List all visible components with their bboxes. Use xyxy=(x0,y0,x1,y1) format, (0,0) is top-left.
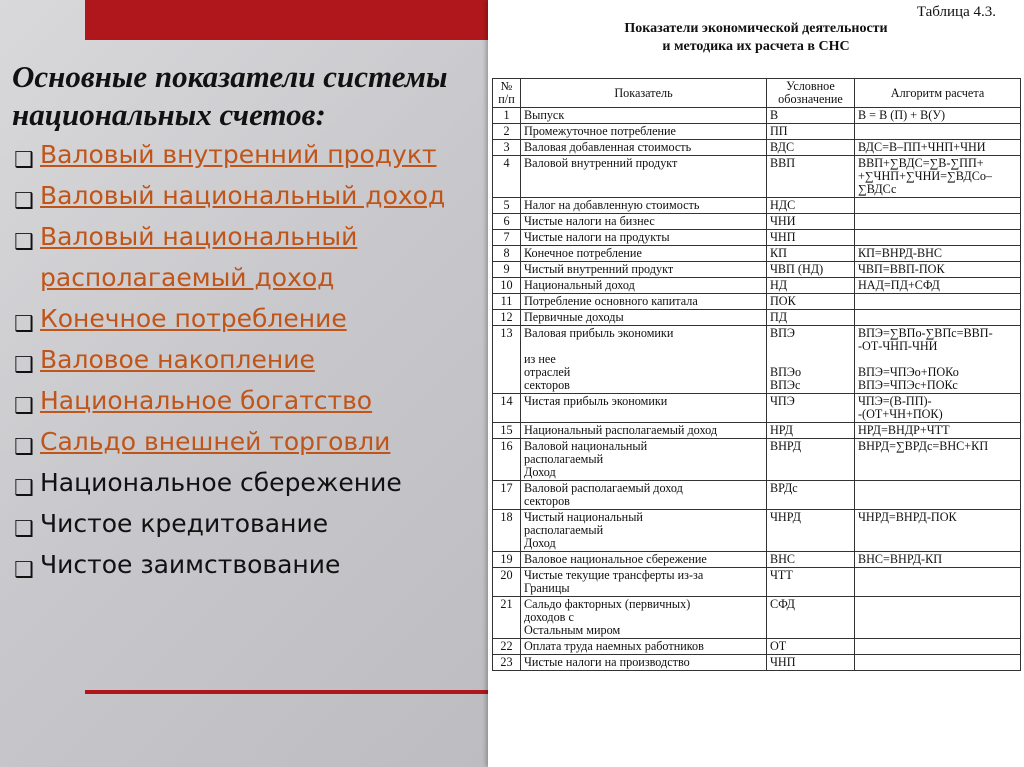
table-cell: Первичные доходы xyxy=(521,310,767,326)
table-cell: Чистые текущие трансферты из-за Границы xyxy=(521,568,767,597)
table-cell xyxy=(855,310,1021,326)
table-cell: ВНРД xyxy=(767,439,855,481)
column-header: Алгоритм расчета xyxy=(855,79,1021,108)
indicator-text: Чистое кредитование xyxy=(40,509,329,538)
table-cell: ВРДс xyxy=(767,481,855,510)
table-cell: Чистые налоги на производство xyxy=(521,655,767,671)
table-cell: ВДС=В–ПП+ЧНП+ЧНИ xyxy=(855,140,1021,156)
table-cell: Сальдо факторных (первичных) доходов с Остальным миром xyxy=(521,597,767,639)
table-cell: ВВП xyxy=(767,156,855,198)
slide-title: Основные показатели системы национальных счетов: xyxy=(12,59,448,132)
table-cell: Потребление основного капитала xyxy=(521,294,767,310)
table-cell xyxy=(855,230,1021,246)
indicator-link[interactable]: Конечное потребление xyxy=(40,304,347,333)
checkbox-bullet-icon: ❑ xyxy=(14,230,34,255)
table-cell: НРД=ВНДР+ЧТТ xyxy=(855,423,1021,439)
table-cell: Валовое национальное сбережение xyxy=(521,552,767,568)
checkbox-bullet-icon: ❑ xyxy=(14,312,34,337)
indicator-item[interactable] xyxy=(12,298,512,339)
table-cell: Валовая добавленная стоимость xyxy=(521,140,767,156)
table-row xyxy=(493,439,1021,481)
table-cell: 16 xyxy=(493,439,521,481)
table-cell: 15 xyxy=(493,423,521,439)
indicator-link[interactable]: Сальдо внешней торговли xyxy=(40,427,391,456)
table-cell: Промежуточное потребление xyxy=(521,124,767,140)
table-cell: Чистый внутренний продукт xyxy=(521,262,767,278)
table-cell xyxy=(855,568,1021,597)
table-row xyxy=(493,568,1021,597)
table-cell: ВПЭ=∑ВПо-∑ВПс=ВВП- -ОТ-ЧНП-ЧНИ ВПЭ=ЧПЭо+ПОКо ВПЭ=ЧПЭс+ПОКс xyxy=(855,326,1021,394)
table-row xyxy=(493,108,1021,124)
table-row xyxy=(493,156,1021,198)
table-row xyxy=(493,310,1021,326)
indicator-link[interactable]: Валовый национальный располагаемый доход xyxy=(40,222,358,292)
table-cell: Валовой внутренний продукт xyxy=(521,156,767,198)
table-cell: В xyxy=(767,108,855,124)
table-cell: В = В (П) + В(У) xyxy=(855,108,1021,124)
checkbox-bullet-icon: ❑ xyxy=(14,189,34,214)
table-cell: КП=ВНРД-ВНС xyxy=(855,246,1021,262)
table-cell: ЧНРД xyxy=(767,510,855,552)
table-cell: ЧНП xyxy=(767,230,855,246)
table-row xyxy=(493,639,1021,655)
table-cell: 1 xyxy=(493,108,521,124)
table-row xyxy=(493,326,1021,394)
table-cell: ВНРД=∑ВРДс=ВНС+КП xyxy=(855,439,1021,481)
table-cell: Чистые налоги на продукты xyxy=(521,230,767,246)
column-header: № п/п xyxy=(493,79,521,108)
table-cell: НД xyxy=(767,278,855,294)
table-cell: 8 xyxy=(493,246,521,262)
table-cell xyxy=(855,198,1021,214)
table-cell: 2 xyxy=(493,124,521,140)
table-row xyxy=(493,294,1021,310)
checkbox-bullet-icon: ❑ xyxy=(14,558,34,583)
table-cell: 22 xyxy=(493,639,521,655)
table-cell: ПОК xyxy=(767,294,855,310)
table-cell xyxy=(855,639,1021,655)
checkbox-bullet-icon: ❑ xyxy=(14,148,34,173)
table-cell xyxy=(855,124,1021,140)
table-row xyxy=(493,510,1021,552)
table-cell xyxy=(855,294,1021,310)
table-cell: ВНС xyxy=(767,552,855,568)
indicator-item[interactable] xyxy=(12,216,512,298)
table-cell: ВНС=ВНРД-КП xyxy=(855,552,1021,568)
table-cell: Выпуск xyxy=(521,108,767,124)
indicator-link[interactable]: Валовое накопление xyxy=(40,345,315,374)
table-row xyxy=(493,394,1021,423)
table-row xyxy=(493,597,1021,639)
table-cell: ВДС xyxy=(767,140,855,156)
table-cell: ВВП+∑ВДС=∑В-∑ПП+ +∑ЧНП+∑ЧНИ=∑ВДСо– ∑ВДСс xyxy=(855,156,1021,198)
table-row xyxy=(493,214,1021,230)
table-cell: 17 xyxy=(493,481,521,510)
table-row xyxy=(493,140,1021,156)
table-cell: 3 xyxy=(493,140,521,156)
table-cell: ЧПЭ=(В-ПП)- -(ОТ+ЧН+ПОК) xyxy=(855,394,1021,423)
table-cell: НАД=ПД+СФД xyxy=(855,278,1021,294)
table-row xyxy=(493,423,1021,439)
table-cell: ВПЭ ВПЭо ВПЭс xyxy=(767,326,855,394)
indicator-list xyxy=(12,134,512,585)
table-cell: ЧВП=ВВП-ПОК xyxy=(855,262,1021,278)
table-cell: 23 xyxy=(493,655,521,671)
table-row xyxy=(493,124,1021,140)
checkbox-bullet-icon: ❑ xyxy=(14,476,34,501)
table-cell: 7 xyxy=(493,230,521,246)
scanned-table-document xyxy=(488,0,1024,767)
table-body xyxy=(493,108,1021,671)
table-cell: НДС xyxy=(767,198,855,214)
table-cell xyxy=(855,655,1021,671)
table-cell xyxy=(855,214,1021,230)
table-row xyxy=(493,278,1021,294)
table-cell: ЧПЭ xyxy=(767,394,855,423)
table-row xyxy=(493,262,1021,278)
table-row xyxy=(493,246,1021,262)
table-row xyxy=(493,481,1021,510)
table-cell: ОТ xyxy=(767,639,855,655)
indicator-text: Чистое заимствование xyxy=(40,550,341,579)
table-cell: Валовая прибыль экономики из нее отраслей секторов xyxy=(521,326,767,394)
indicator-item xyxy=(12,462,512,503)
checkbox-bullet-icon: ❑ xyxy=(14,435,34,460)
table-row xyxy=(493,552,1021,568)
table-cell: ЧНП xyxy=(767,655,855,671)
table-cell: КП xyxy=(767,246,855,262)
table-cell: НРД xyxy=(767,423,855,439)
table-title: Показатели экономической деятельности и методика их расчета в СНС xyxy=(624,21,888,54)
table-cell: 10 xyxy=(493,278,521,294)
table-cell: 13 xyxy=(493,326,521,394)
slide-text-panel xyxy=(12,58,512,585)
column-header: Условное обозначение xyxy=(767,79,855,108)
table-cell: СФД xyxy=(767,597,855,639)
checkbox-bullet-icon: ❑ xyxy=(14,394,34,419)
table-cell xyxy=(855,597,1021,639)
table-cell: Чистые налоги на бизнес xyxy=(521,214,767,230)
table-cell: 4 xyxy=(493,156,521,198)
table-cell: 20 xyxy=(493,568,521,597)
table-cell: Национальный располагаемый доход xyxy=(521,423,767,439)
table-label: Таблица 4.3. xyxy=(916,4,996,20)
table-cell: 18 xyxy=(493,510,521,552)
bottom-accent-line xyxy=(85,690,495,694)
table-cell xyxy=(855,481,1021,510)
table-cell: ЧНИ xyxy=(767,214,855,230)
table-cell: 19 xyxy=(493,552,521,568)
checkbox-bullet-icon: ❑ xyxy=(14,517,34,542)
table-row xyxy=(493,198,1021,214)
indicator-link[interactable]: Национальное богатство xyxy=(40,386,373,415)
table-cell: Национальный доход xyxy=(521,278,767,294)
indicator-item xyxy=(12,503,512,544)
table-cell: 6 xyxy=(493,214,521,230)
indicator-link[interactable]: Валовый внутренний продукт xyxy=(40,140,437,169)
indicator-item xyxy=(12,544,512,585)
indicator-item[interactable] xyxy=(12,380,512,421)
table-cell: ПД xyxy=(767,310,855,326)
top-accent-bar xyxy=(85,0,505,40)
table-cell: ЧТТ xyxy=(767,568,855,597)
table-row xyxy=(493,655,1021,671)
table-cell: ЧВП (НД) xyxy=(767,262,855,278)
table-cell: Чистый национальный располагаемый Доход xyxy=(521,510,767,552)
column-header: Показатель xyxy=(521,79,767,108)
table-cell: 11 xyxy=(493,294,521,310)
table-cell: Валовой располагаемый доход секторов xyxy=(521,481,767,510)
indicator-item[interactable] xyxy=(12,421,512,462)
table-row xyxy=(493,230,1021,246)
table-cell: 14 xyxy=(493,394,521,423)
table-cell: 5 xyxy=(493,198,521,214)
table-cell: ЧНРД=ВНРД-ПОК xyxy=(855,510,1021,552)
table-cell: ПП xyxy=(767,124,855,140)
table-cell: 9 xyxy=(493,262,521,278)
indicator-item[interactable] xyxy=(12,175,512,216)
indicator-text: Национальное сбережение xyxy=(40,468,402,497)
table-cell: Валовой национальный располагаемый Доход xyxy=(521,439,767,481)
table-cell: Конечное потребление xyxy=(521,246,767,262)
indicator-item[interactable] xyxy=(12,339,512,380)
table-header-row xyxy=(493,79,1021,108)
table-cell: 12 xyxy=(493,310,521,326)
table-cell: 21 xyxy=(493,597,521,639)
table-cell: Оплата труда наемных работников xyxy=(521,639,767,655)
indicator-item[interactable] xyxy=(12,134,512,175)
table-cell: Чистая прибыль экономики xyxy=(521,394,767,423)
indicator-link[interactable]: Валовый национальный доход xyxy=(40,181,446,210)
checkbox-bullet-icon: ❑ xyxy=(14,353,34,378)
indicators-table xyxy=(492,78,1021,671)
table-cell: Налог на добавленную стоимость xyxy=(521,198,767,214)
